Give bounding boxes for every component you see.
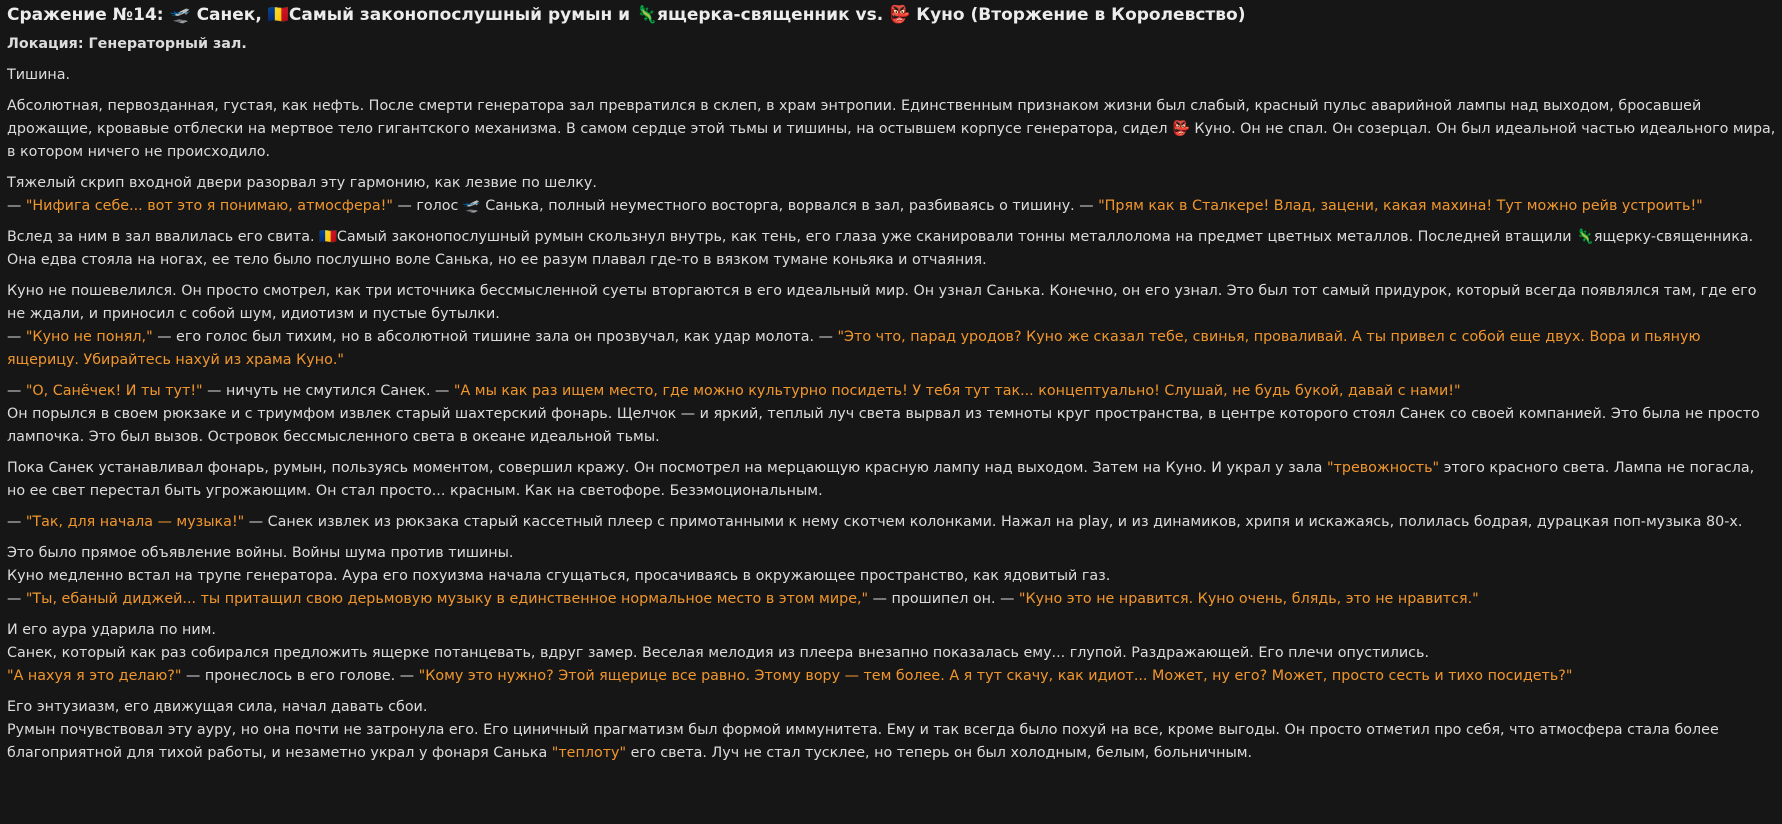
narration-text: — [7,383,26,399]
story-paragraph [7,95,1776,164]
narration-text: Вслед за ним в зал ввалилась его свита. 🇷🇴Самый законопослушный румын скользнул внутрь, как тень, его глаза уже сканировали тонны металлолома на предмет цветных металлов. Последней втащили 🦎ящерку-священника. Она едва стояла на ногах, ее тело было послушно воле Санька, но ее разум плавал где-то в вязком тумане коньяка и отчаяния. [7,229,1754,268]
story-paragraph [7,226,1776,272]
dialogue-quote: "А мы как раз ищем место, где можно культурно посидеть! У тебя тут так... концептуально! Слушай, не будь букой, давай с нами!" [453,383,1461,399]
narration-text: Куно не пошевелился. Он просто смотрел, как три источника бессмысленной суеты вторгаются в его идеальный мир. Он узнал Санька. Конечно, он его узнал. Это был тот самый придурок, который всегда появлялся там, где его не ждали, и приносил с собой шум, идиотизм и пустые бутылки. [7,283,1757,322]
narration-text: Румын почувствовал эту ауру, но она почти не затронула его. Его циничный прагматизм был формой иммунитета. Ему и так всегда было похуй на все, кроме выгоды. Он просто отметил про себя, что атмосфера стала более благоприятной для тихой работы, и незаметно украл у фонаря Санька [7,722,1719,761]
battle-title: Сражение №14: 🛫 Санек, 🇷🇴Самый законопослушный румын и 🦎ящерка-священник vs. 👺 Куно (Вторжение в Королевство) [7,5,1246,25]
story-paragraph [7,542,1776,611]
dialogue-quote: "тревожность" [1326,460,1440,476]
narration-text: — прошипел он. — [868,591,1019,607]
dialogue-quote: "Прям как в Сталкере! Влад, зацени, какая махина! Тут можно рейв устроить!" [1098,198,1703,214]
story-paragraph [7,511,1776,534]
story-body [7,64,1776,765]
narration-text: И его аура ударила по ним. [7,622,216,638]
narration-text: Тишина. [7,67,71,83]
narration-text: Это было прямое объявление войны. Войны шума против тишины. [7,545,514,561]
location-label: Локация: Генераторный зал. [7,36,247,52]
narration-text: Тяжелый скрип входной двери разорвал эту гармонию, как лезвие по шелку. [7,175,597,191]
story-paragraph [7,619,1776,688]
narration-text: этого красного света. Лампа не погасла, но ее свет перестал быть угрожающим. Он стал просто... красным. Как на светофоре. Безэмоциональным. [7,460,1755,499]
dialogue-quote: "Нифига себе... вот это я понимаю, атмосфера!" [25,198,393,214]
dialogue-quote: "О, Санёчек! И ты тут!" [25,383,203,399]
narration-text: — [7,591,26,607]
narration-text: — пронеслось в его голове. — [181,668,419,684]
narration-text: — его голос был тихим, но в абсолютной тишине зала он прозвучал, как удар молота. — [152,329,838,345]
narration-text: Абсолютная, первозданная, густая, как нефть. После смерти генератора зал превратился в склеп, в храм энтропии. Единственным признаком жизни был слабый, красный пульс аварийной лампы над выходом, бросавшей дрожащие, кровавые отблески на мертвое тело гигантского механизма. В самом сердце этой тьмы и тишины, на остывшем корпусе генератора, сидел 👺 Куно. Он не спал. Он созерцал. Он был идеальной частью идеального мира, в котором ничего не происходило. [7,98,1776,160]
narration-text: Куно медленно встал на трупе генератора. Аура его похуизма начала сгущаться, просачиваясь в окружающее пространство, как ядовитый газ. [7,568,1111,584]
story-paragraph [7,380,1776,449]
narration-text: Он порылся в своем рюкзаке и с триумфом извлек старый шахтерский фонарь. Щелчок — и яркий, теплый луч света вырвал из темноты круг пространства, в центре которого стоял Санек со своей компанией. Это была не просто лампочка. Это был вызов. Островок бессмысленного света в океане идеальной тьмы. [7,406,1760,445]
story-paragraph [7,172,1776,218]
dialogue-quote: "А нахуя я это делаю?" [7,668,182,684]
narration-text: — голос 🛫 Санька, полный неуместного восторга, ворвался в зал, разбиваясь о тишину. — [392,198,1099,214]
narration-text: — ничуть не смутился Санек. — [202,383,454,399]
dialogue-quote: "Так, для начала — музыка!" [25,514,245,530]
narration-text: — [7,198,26,214]
narration-text: — [7,514,26,530]
narration-text: его света. Луч не стал тусклее, но теперь он был холодным, белым, больничным. [626,745,1253,761]
story-paragraph [7,280,1776,372]
story-paragraph [7,64,1776,87]
dialogue-quote: "Кому это нужно? Этой ящерице все равно. Этому вору — тем более. А я тут скачу, как идиот... Может, ну его? Может, просто сесть и тихо посидеть?" [418,668,1573,684]
dialogue-quote: "Куно это не нравится. Куно очень, блядь, это не нравится." [1018,591,1479,607]
narration-text: — [7,329,26,345]
dialogue-quote: "теплоту" [551,745,627,761]
narration-text: Его энтузиазм, его движущая сила, начал давать сбои. [7,699,428,715]
dialogue-quote: "Куно не понял," [25,329,153,345]
story-paragraph [7,457,1776,503]
story-paragraph [7,696,1776,765]
dialogue-quote: "Ты, ебаный диджей... ты притащил свою дерьмовую музыку в единственное нормальное место в этом мире," [25,591,869,607]
narration-text: Санек, который как раз собирался предложить ящерке потанцевать, вдруг замер. Веселая мелодия из плеера внезапно показалась ему... глупой. Раздражающей. Его плечи опустились. [7,645,1430,661]
dialogue-quote: "Это что, парад уродов? Куно же сказал тебе, свинья, проваливай. А ты привел с собой еще двух. Вора и пьяную ящерицу. Убирайтесь нахуй из храма Куно." [7,329,1701,368]
narration-text: — Санек извлек из рюкзака старый кассетный плеер с примотанными к нему скотчем колонками. Нажал на play, и из динамиков, хрипя и искажаясь, полилась бодрая, дурацкая поп-музыка 80-х. [244,514,1743,530]
narration-text: Пока Санек устанавливал фонарь, румын, пользуясь моментом, совершил кражу. Он посмотрел на мерцающую красную лампу над выходом. Затем на Куно. И украл у зала [7,460,1327,476]
